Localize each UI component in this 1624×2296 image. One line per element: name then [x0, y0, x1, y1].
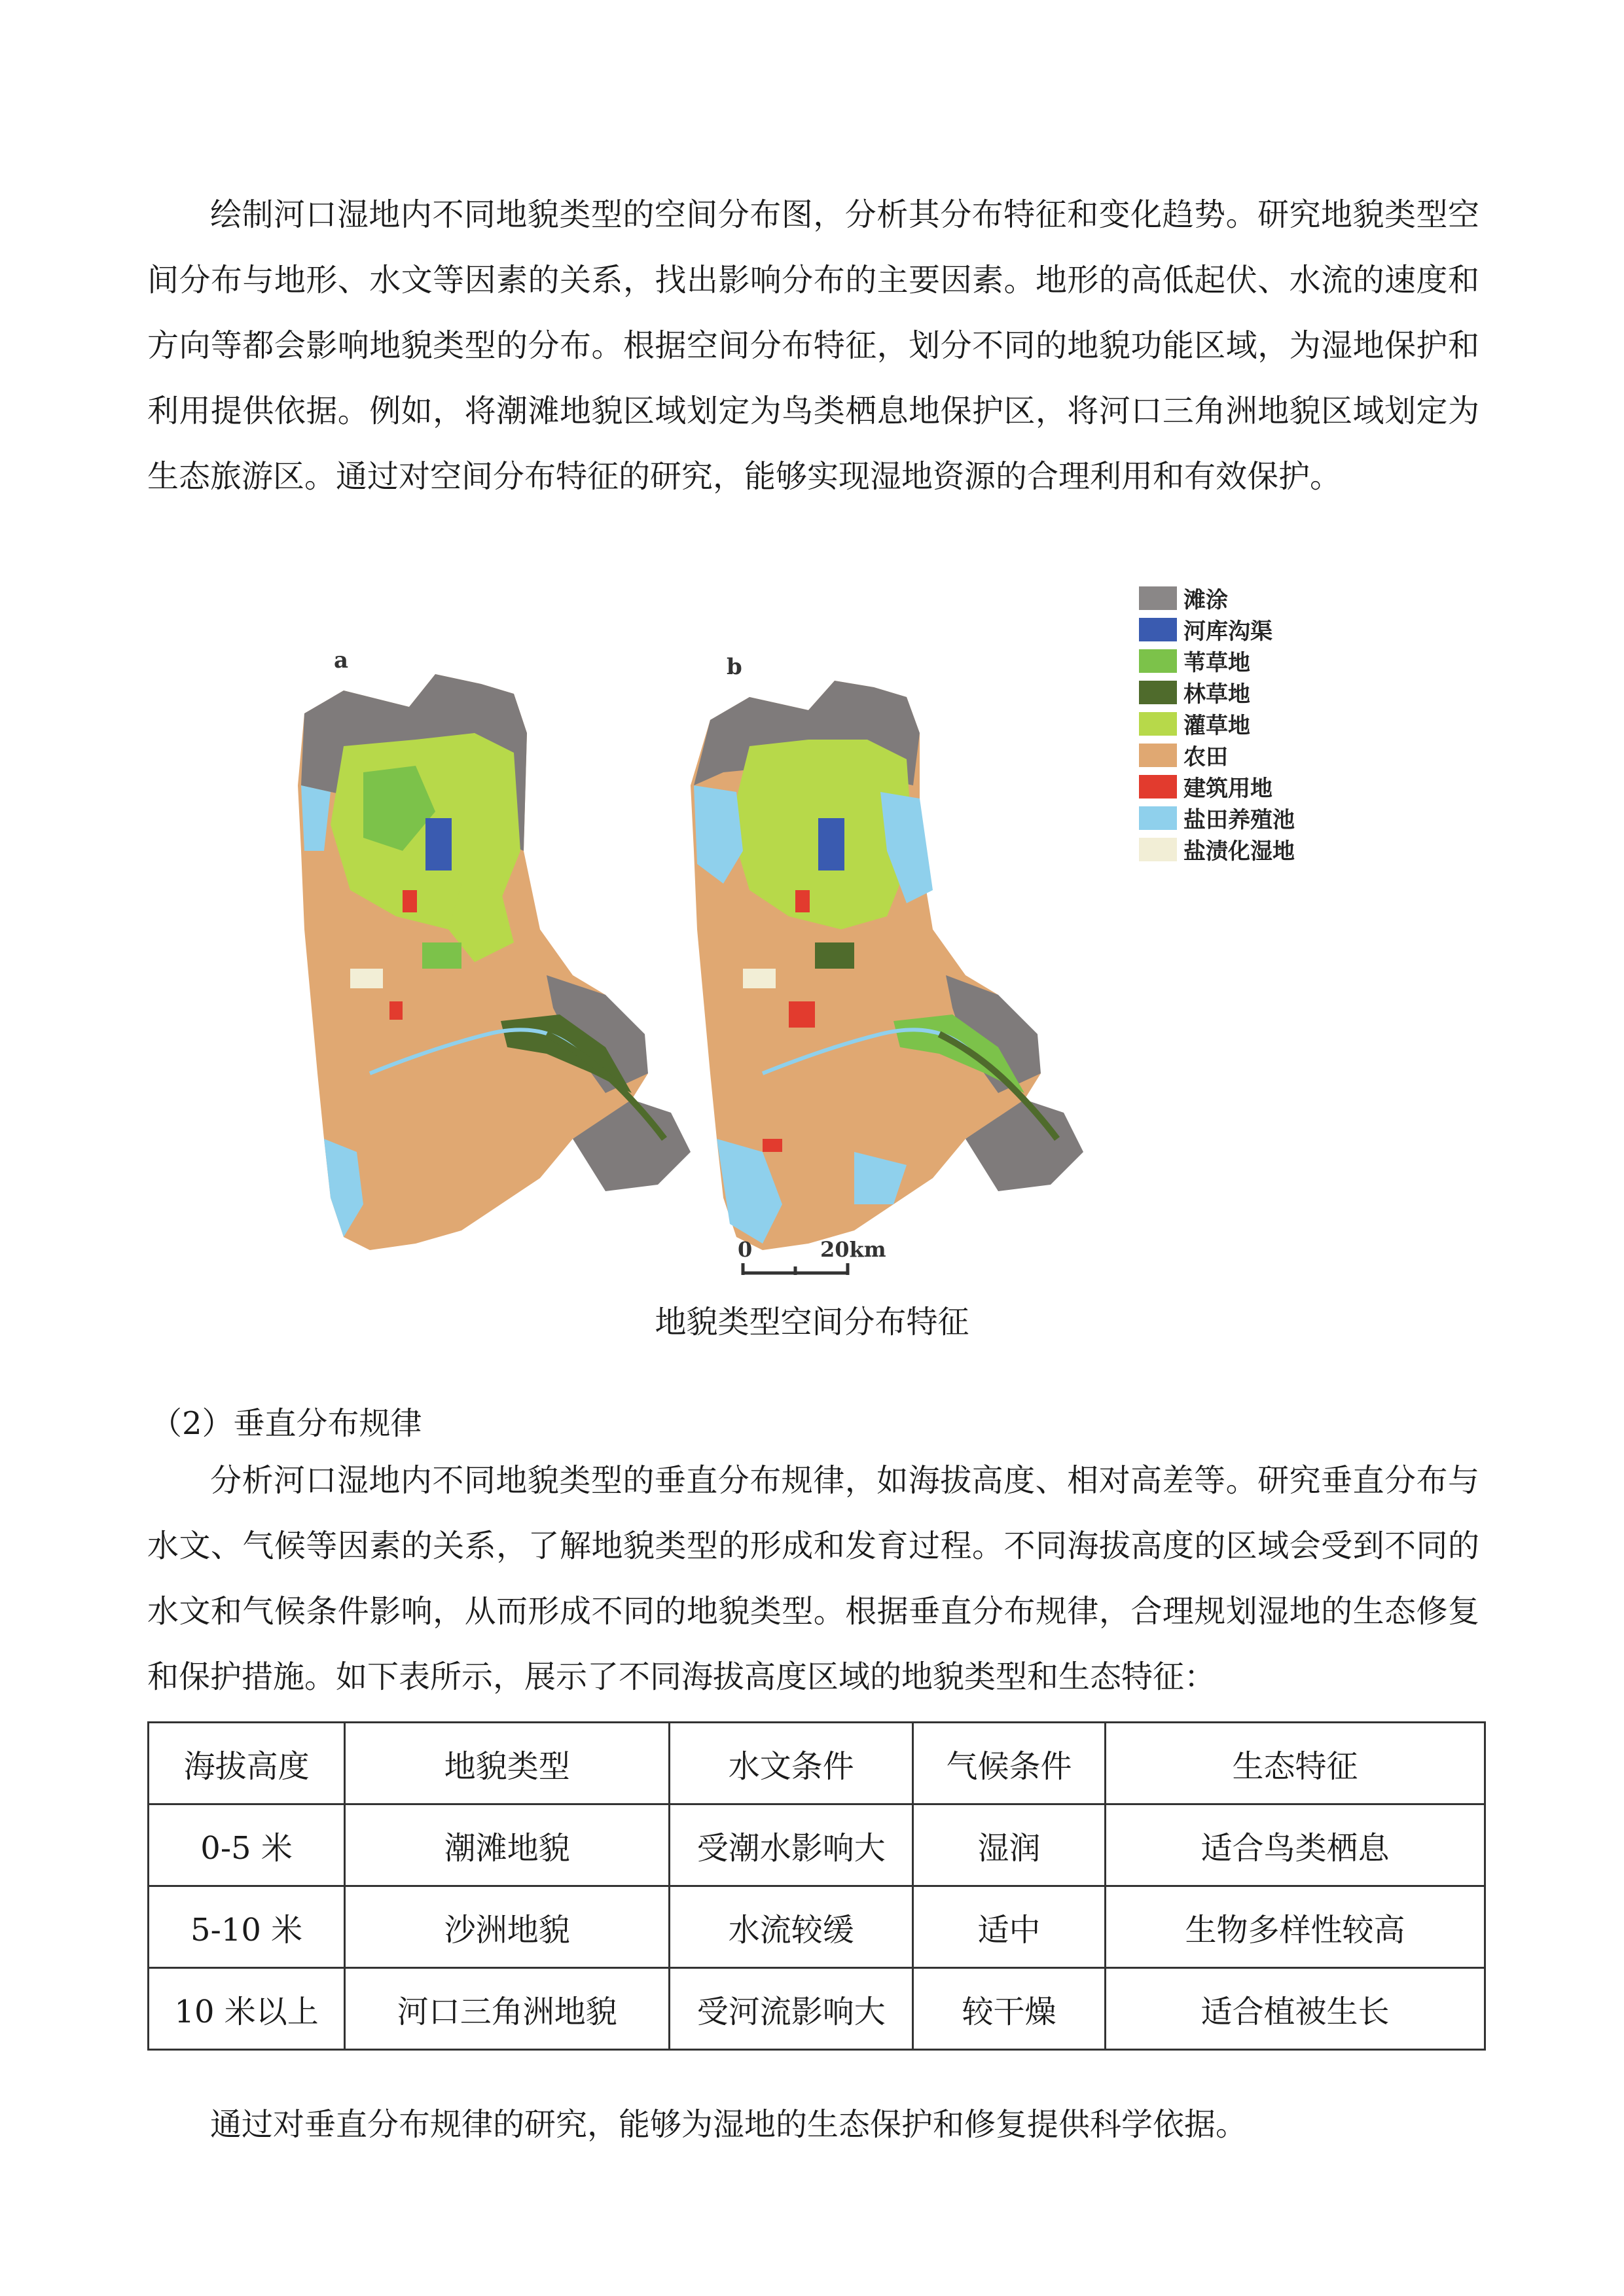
landform-distribution-map [265, 576, 1365, 1289]
table-row [149, 1886, 1485, 1968]
legend-label: 盐田养殖池 [1183, 807, 1295, 833]
table-cell: 10 米以上 [149, 1968, 345, 2050]
legend-swatch [1139, 681, 1177, 704]
table-cell: 生物多样性较高 [1106, 1886, 1485, 1968]
table-cell: 适合植被生长 [1106, 1968, 1485, 2050]
table-cell: 适中 [913, 1886, 1106, 1968]
table-row [149, 1968, 1485, 2050]
legend-label: 建筑用地 [1183, 776, 1272, 802]
table-cell: 受潮水影响大 [670, 1804, 913, 1886]
table-header-cell: 海拔高度 [149, 1723, 345, 1804]
table-cell: 0-5 米 [149, 1804, 345, 1886]
table-cell: 较干燥 [913, 1968, 1106, 2050]
scale-end-label: 20km [820, 1237, 886, 1262]
legend-swatch [1139, 775, 1177, 798]
table-cell: 湿润 [913, 1804, 1106, 1886]
legend-label: 苇草地 [1183, 650, 1250, 676]
intro-paragraph: 绘制河口湿地内不同地貌类型的空间分布图，分析其分布特征和变化趋势。研究地貌类型空间分布与地形、水文等因素的关系，找出影响分布的主要因素。地形的高低起伏、水流的速度和方向等都会影响地貌类型的分布。根据空间分布特征，划分不同的地貌功能区域，为湿地保护和利用提供依据。例如，将潮滩地貌区域划定为鸟类栖息地保护区，将河口三角洲地貌区域划定为生态旅游区。通过对空间分布特征的研究，能够实现湿地资源的合理利用和有效保护。 [147, 196, 1479, 495]
table-row [149, 1804, 1485, 1886]
figure-caption: 地貌类型空间分布特征 [655, 1304, 969, 1340]
table-cell: 沙洲地貌 [345, 1886, 670, 1968]
table-header-cell: 气候条件 [913, 1723, 1106, 1804]
vertical-distribution-paragraph: 分析河口湿地内不同地貌类型的垂直分布规律，如海拔高度、相对高差等。研究垂直分布与水文、气候等因素的关系，了解地貌类型的形成和发育过程。不同海拔高度的区域会受到不同的水文和气候条件影响，从而形成不同的地貌类型。根据垂直分布规律，合理规划湿地的生态修复和保护措施。如下表所示，展示了不同海拔高度区域的地貌类型和生态特征： [147, 1462, 1479, 1695]
table-header-cell: 生态特征 [1106, 1723, 1485, 1804]
legend-swatch [1139, 586, 1177, 610]
table-cell: 适合鸟类栖息 [1106, 1804, 1485, 1886]
table-cell: 水流较缓 [670, 1886, 913, 1968]
legend-label: 林草地 [1183, 681, 1250, 708]
legend-swatch [1139, 649, 1177, 673]
legend-label: 农田 [1183, 744, 1228, 770]
table-cell: 5-10 米 [149, 1886, 345, 1968]
table-header-cell: 水文条件 [670, 1723, 913, 1804]
legend-swatch [1139, 806, 1177, 830]
legend-label: 盐渍化湿地 [1183, 838, 1295, 865]
table-header-cell: 地貌类型 [345, 1723, 670, 1804]
conclusion-paragraph: 通过对垂直分布规律的研究，能够为湿地的生态保护和修复提供科学依据。 [210, 2106, 1248, 2143]
legend-label: 滩涂 [1183, 587, 1228, 613]
table-cell: 潮滩地貌 [345, 1804, 670, 1886]
table-cell: 河口三角洲地貌 [345, 1968, 670, 2050]
legend-swatch [1139, 744, 1177, 767]
section-heading: （2）垂直分布规律 [151, 1405, 422, 1442]
legend-label: 河库沟渠 [1183, 619, 1272, 645]
panel-b-label: b [727, 654, 742, 680]
legend-swatch [1139, 838, 1177, 861]
table-cell: 受河流影响大 [670, 1968, 913, 2050]
legend-swatch [1139, 618, 1177, 641]
altitude-landform-table [147, 1721, 1486, 2051]
panel-a-label: a [334, 647, 349, 673]
legend-swatch [1139, 712, 1177, 736]
table-header-row [149, 1723, 1485, 1804]
scale-zero-label: 0 [738, 1237, 753, 1262]
legend-label: 灌草地 [1183, 713, 1250, 739]
